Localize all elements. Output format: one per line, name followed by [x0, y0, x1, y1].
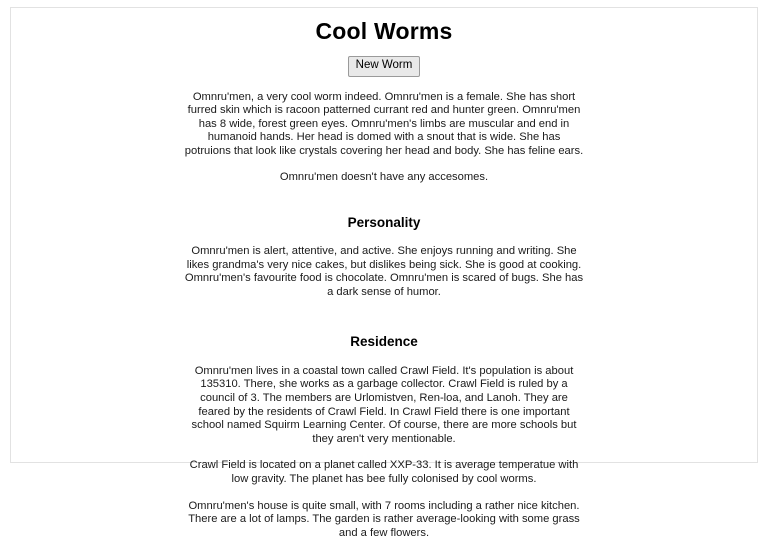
town-paragraph: Omnru'men lives in a coastal town called Crawl Field. It's population is about 135310. There, she works as a garbage collector. Crawl Field is ruled by a council of 3. The members are Urlomistven, Ren-loa, and Lanoh. They are feared by the residents of Crawl Field. In Crawl Field there is one important school named Squirm Learning Center. Of course, there are more schools but they aren't very mentionable. — [191, 364, 577, 445]
personality-heading: Personality — [347, 215, 421, 231]
appearance-paragraph: Omnru'men, a very cool worm indeed. Omnru'men is a female. She has short furred skin which is racoon patterned currant red and hunter green. Omnru'men has 8 wide, forest green eyes. Omnru'men's limbs are muscular and end in humanoid hands. Her head is domed with a snout that is wide. She has potruions that look like crystals covering her head and body. She has feline ears. — [184, 90, 584, 157]
description-section — [184, 91, 584, 186]
toolbar — [11, 55, 757, 76]
personality-paragraph: Omnru'men is alert, attentive, and active. She enjoys running and writing. She likes grandma's very nice cakes, but dislikes being sick. She is good at cooking. Omnru'men's favourite food is chocolate. Omnru'men is scared of bugs. She has a dark sense of humor. — [184, 245, 584, 299]
frame-border-right — [757, 7, 758, 462]
accessories-paragraph: Omnru'men doesn't have any accesomes. — [279, 171, 489, 184]
personality-section — [184, 215, 584, 300]
page-title: Cool Worms — [315, 18, 453, 44]
planet-paragraph: Crawl Field is located on a planet called XXP-33. It is average temperatue with low gravity. The planet has bee fully colonised by cool worms. — [189, 459, 579, 485]
house-paragraph: Omnru'men's house is quite small, with 7 rooms including a rather nice kitchen. There are a lot of lamps. The garden is rather average-looking with some grass and a few flowers. — [188, 499, 580, 539]
new-worm-button[interactable]: New Worm — [348, 56, 421, 76]
page-content — [11, 8, 757, 539]
residence-heading: Residence — [350, 333, 418, 349]
residence-section — [184, 334, 584, 540]
